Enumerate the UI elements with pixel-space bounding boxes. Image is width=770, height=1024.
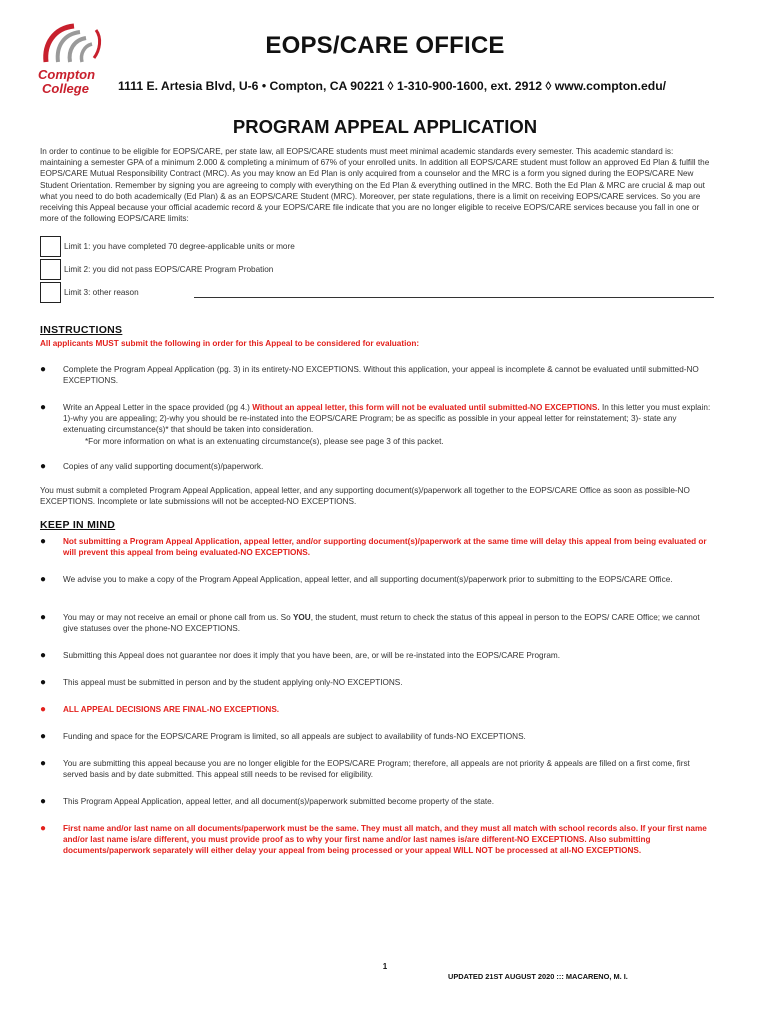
- limit-1-checkbox[interactable]: [40, 236, 61, 257]
- keep-in-mind-item: [40, 574, 716, 585]
- limit-3-label: Limit 3: other reason: [64, 288, 139, 297]
- keep-in-mind-text: This appeal must be submitted in person and by the student applying only-NO EXCEPTIONS.: [63, 678, 403, 687]
- bullet-icon: ●: [40, 731, 47, 742]
- limit-1-label: Limit 1: you have completed 70 degree-applicable units or more: [64, 242, 295, 251]
- keep-in-mind-item: [40, 536, 716, 558]
- instructions-closing: You must submit a completed Program Appeal Application, appeal letter, and any supporting document(s)/paperwork all together to the EOPS/CARE Office as soon as possible-NO EXCEPTIONS. Incomplete or late submissions will not be accepted-NO EXCEPTIONS.: [40, 486, 690, 507]
- instruction-text-red: Without an appeal letter, this form will not be evaluated until submitted-NO EXCEPTIONS.: [252, 403, 600, 412]
- limit-3-checkbox[interactable]: [40, 282, 61, 303]
- keep-in-mind-text: Submitting this Appeal does not guarantee nor does it imply that you have been, are, or will be re-instated into the EOPS/CARE Program.: [63, 651, 560, 660]
- keep-in-mind-text-part: You may or may not receive an email or phone call from us. So: [63, 613, 293, 622]
- limit-3-row: [40, 282, 700, 304]
- keep-in-mind-text: We advise you to make a copy of the Program Appeal Application, appeal letter, and all supporting document(s)/paperwork prior to submitting to the EOPS/CARE Office.: [63, 575, 673, 584]
- bullet-icon: ●: [40, 612, 47, 623]
- keep-in-mind-text-bold: YOU: [292, 613, 311, 622]
- keep-in-mind-heading: KEEP IN MIND: [40, 519, 116, 531]
- keep-in-mind-item: [40, 704, 716, 715]
- limit-2-checkbox[interactable]: [40, 259, 61, 280]
- instruction-text: Complete the Program Appeal Application (pg. 3) in its entirety-NO EXCEPTIONS. Without this application, your appeal is incomplete & cannot be evaluated until submitted-NO EXCEPTIONS.: [63, 365, 699, 386]
- instruction-note: *For more information on what is an extenuating circumstance(s), please see page 3 of this packet.: [85, 436, 444, 446]
- instructions-subheading: All applicants MUST submit the following in order for this Appeal to be considered for evaluation:: [40, 339, 420, 348]
- bullet-icon: ●: [40, 536, 47, 547]
- logo-text-compton: Compton: [38, 67, 96, 82]
- keep-in-mind-item: [40, 731, 716, 742]
- keep-in-mind-item: [40, 677, 716, 688]
- office-title: EOPS/CARE OFFICE: [265, 32, 505, 59]
- instruction-item: [40, 364, 716, 386]
- instruction-item: [40, 461, 716, 472]
- bullet-icon: ●: [40, 461, 47, 472]
- bullet-icon: ●: [40, 574, 47, 585]
- bullet-icon: ●: [40, 796, 47, 807]
- bullet-icon: ●: [40, 650, 47, 661]
- bullet-icon: ●: [40, 758, 47, 769]
- keep-in-mind-text: [63, 612, 716, 634]
- logo-text-college: College: [42, 81, 89, 96]
- keep-in-mind-text: You are submitting this appeal because you are no longer eligible for the EOPS/CARE Program; therefore, all appeals are not priority & appeals are filled on a first come, first served basis and by date submitted. This appeal still needs to be revised for eligibility.: [63, 759, 690, 780]
- limit-3-other-reason-field[interactable]: [194, 297, 714, 298]
- bullet-icon: ●: [40, 823, 47, 834]
- keep-in-mind-text: ALL APPEAL DECISIONS ARE FINAL-NO EXCEPTIONS.: [63, 705, 280, 714]
- intro-text: In order to continue to be eligible for EOPS/CARE, per state law, all EOPS/CARE students must meet minimal academic standards every semester. This academic standard is: maintaining a semester GPA of a minimum 2.000 & completing a minimum of 67% of your enrolled units. In addition all EOPS/CARE student must follow an approved Ed Plan & fulfill the EOPS/CARE Mutual Responsibility Contract (MRC). As you may know an Ed Plan is only acquired from a counselor and the MRC is a form you signed during the EOPS/CARE New Student Orientation. Remember by signing you are agreeing to comply with everything on the Ed Plan & everything outlined in the MRC. Both the Ed Plan & MRC are crucial & map out what you need to do both academically (Ed Plan) & as an EOPS/CARE Student (MRC). Moreover, per state regulations, there is a limit on receiving EOPS/CARE services. So you are receiving this Appeal because your official academic record & your EOPS/CARE file indicate that you are no longer eligible to receive EOPS/CARE services because you fall in one or more of the following EOPS/CARE limits:: [40, 147, 710, 224]
- limit-2-label: Limit 2: you did not pass EOPS/CARE Program Probation: [64, 265, 274, 274]
- instructions-heading: INSTRUCTIONS: [40, 324, 123, 336]
- page-number: 1: [382, 962, 388, 971]
- keep-in-mind-text: Not submitting a Program Appeal Application, appeal letter, and/or supporting document(s)/paperwork at the same time will delay this appeal from being evaluated or will prevent this appeal from being evaluated-NO EXCEPTIONS.: [63, 537, 707, 558]
- keep-in-mind-item: [40, 758, 716, 780]
- keep-in-mind-text: Funding and space for the EOPS/CARE Program is limited, so all appeals are subject to availability of funds-NO EXCEPTIONS.: [63, 732, 526, 741]
- updated-note: UPDATED 21ST AUGUST 2020 ::: MACARENO, M. I.: [448, 972, 628, 981]
- instruction-text: Copies of any valid supporting document(s)/paperwork.: [63, 462, 264, 471]
- form-title: PROGRAM APPEAL APPLICATION: [232, 116, 538, 137]
- limit-1-row: [40, 236, 700, 258]
- office-address: 1111 E. Artesia Blvd, U-6 • Compton, CA 90221 ◊ 1-310-900-1600, ext. 2912 ◊ www.compton.edu/: [118, 79, 667, 93]
- keep-in-mind-text: This Program Appeal Application, appeal letter, and all document(s)/paperwork submitted become property of the state.: [63, 797, 494, 806]
- keep-in-mind-text: First name and/or last name on all documents/paperwork must be the same. They must all match, and they must all match with school records also. If your first name and/or last name is/are different, you must provide proof as to why your first name and/or last names is/are different-NO EXCEPTIONS. Also submitting documents/paperwork separately will either delay your appeal from being processed or your appeal WILL NOT be processed at all-NO EXCEPTIONS.: [63, 824, 707, 856]
- keep-in-mind-item: [40, 612, 716, 634]
- bullet-icon: ●: [40, 704, 47, 715]
- instruction-text-part: Write an Appeal Letter in the space provided (pg 4.): [63, 403, 253, 412]
- keep-in-mind-item: [40, 823, 716, 857]
- bullet-icon: ●: [40, 364, 47, 375]
- instruction-text: [63, 402, 716, 447]
- bullet-icon: ●: [40, 402, 47, 413]
- bullet-icon: ●: [40, 677, 47, 688]
- limit-2-row: [40, 259, 700, 281]
- instruction-item: [40, 402, 716, 447]
- keep-in-mind-text-part: , the student, must return to check the status of this appeal in person to the EOPS/ CARE Office; we cannot give statuses over the phone-NO EXCEPTIONS.: [63, 613, 700, 634]
- keep-in-mind-item: [40, 650, 716, 661]
- keep-in-mind-item: [40, 796, 716, 807]
- intro-paragraph: [40, 146, 716, 224]
- instruction-text-part: In this letter you must explain: 1)-why you are appealing; 2)-why you should be re-instated into the EOPS/CARE Program; be as specific as possible in your appeal letter for reinstatement; 3)- state any extenuating circumstance(s)* that should be taken into consideration.: [63, 403, 711, 435]
